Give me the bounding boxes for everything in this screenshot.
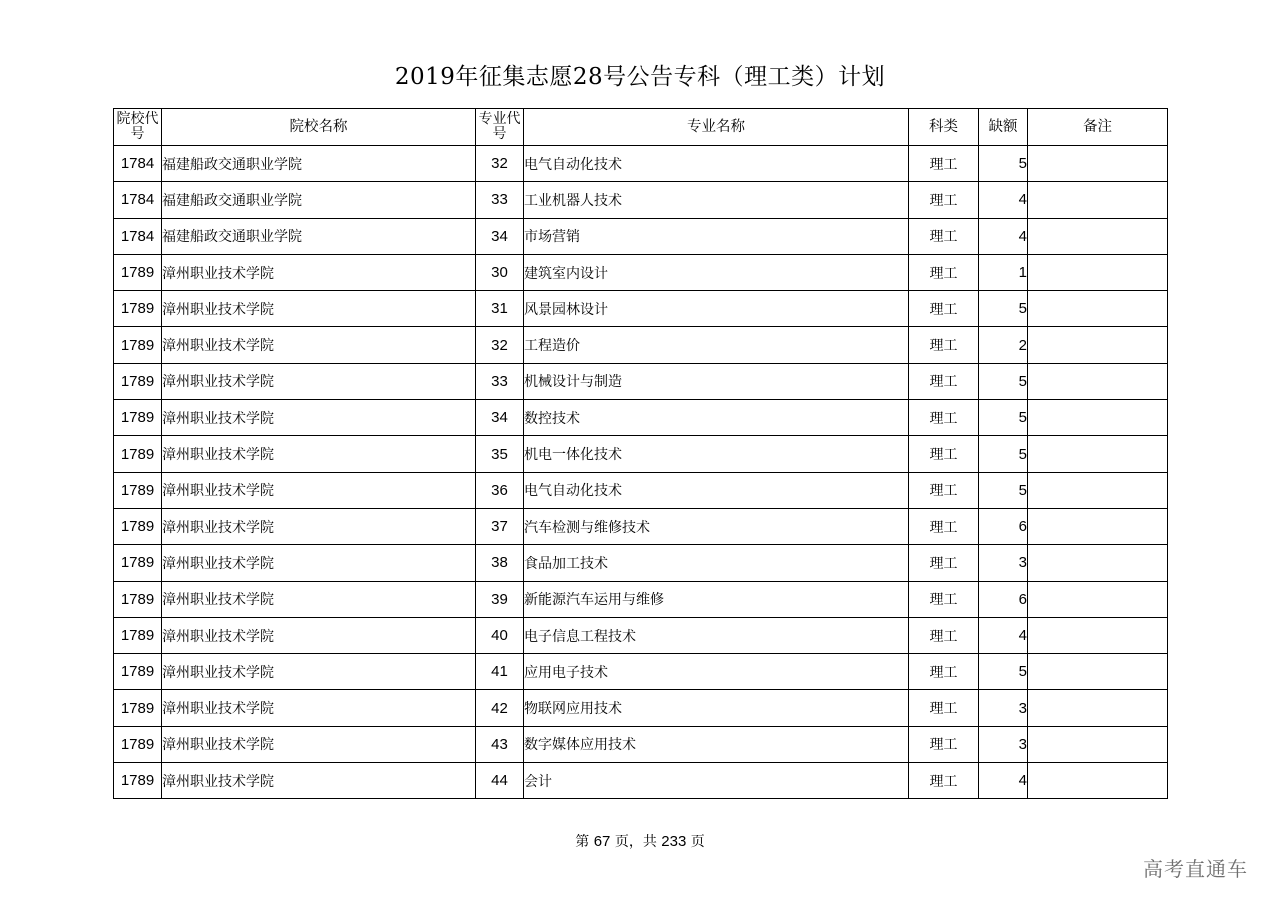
cell-major-code: 42 (476, 690, 524, 726)
cell-remarks (1028, 654, 1168, 690)
table-row (114, 363, 1168, 399)
cell-major-code: 40 (476, 617, 524, 653)
cell-category: 理工 (909, 182, 979, 218)
cell-major-code: 38 (476, 545, 524, 581)
cell-vacancy: 3 (979, 545, 1028, 581)
cell-vacancy: 4 (979, 763, 1028, 799)
cell-category: 理工 (909, 545, 979, 581)
table-row (114, 690, 1168, 726)
table-row (114, 763, 1168, 799)
table-header-row (114, 109, 1168, 146)
cell-major-code: 43 (476, 726, 524, 762)
cell-school-name: 漳州职业技术学院 (162, 690, 476, 726)
cell-major-code: 35 (476, 436, 524, 472)
cell-school-name: 漳州职业技术学院 (162, 291, 476, 327)
cell-category: 理工 (909, 254, 979, 290)
cell-major-name: 电子信息工程技术 (524, 617, 909, 653)
cell-school-code: 1789 (114, 617, 162, 653)
cell-major-name: 会计 (524, 763, 909, 799)
table-row (114, 617, 1168, 653)
table-row (114, 545, 1168, 581)
table-row (114, 327, 1168, 363)
table-row (114, 182, 1168, 218)
cell-category: 理工 (909, 508, 979, 544)
cell-school-name: 漳州职业技术学院 (162, 327, 476, 363)
cell-vacancy: 4 (979, 182, 1028, 218)
cell-category: 理工 (909, 291, 979, 327)
cell-school-name: 漳州职业技术学院 (162, 363, 476, 399)
cell-school-name: 漳州职业技术学院 (162, 581, 476, 617)
table-row (114, 508, 1168, 544)
cell-school-code: 1789 (114, 327, 162, 363)
cell-school-code: 1789 (114, 763, 162, 799)
cell-category: 理工 (909, 617, 979, 653)
cell-vacancy: 6 (979, 581, 1028, 617)
header-vacancy: 缺额 (979, 109, 1028, 146)
cell-category: 理工 (909, 763, 979, 799)
cell-school-code: 1789 (114, 291, 162, 327)
cell-remarks (1028, 327, 1168, 363)
cell-major-name: 风景园林设计 (524, 291, 909, 327)
cell-school-name: 漳州职业技术学院 (162, 617, 476, 653)
cell-major-name: 应用电子技术 (524, 654, 909, 690)
cell-remarks (1028, 291, 1168, 327)
cell-vacancy: 5 (979, 363, 1028, 399)
cell-school-code: 1789 (114, 254, 162, 290)
watermark: 高考直通车 (1143, 857, 1248, 881)
plan-table (113, 108, 1168, 799)
cell-major-name: 工业机器人技术 (524, 182, 909, 218)
cell-school-name: 漳州职业技术学院 (162, 545, 476, 581)
cell-category: 理工 (909, 218, 979, 254)
cell-school-name: 漳州职业技术学院 (162, 436, 476, 472)
cell-vacancy: 5 (979, 291, 1028, 327)
cell-category: 理工 (909, 654, 979, 690)
footer-total-pages: 233 (661, 833, 687, 850)
footer-middle: 页，共 (610, 834, 662, 850)
table-row (114, 254, 1168, 290)
table-row (114, 472, 1168, 508)
cell-vacancy: 4 (979, 617, 1028, 653)
cell-category: 理工 (909, 436, 979, 472)
header-school-name: 院校名称 (162, 109, 476, 146)
cell-major-name: 电气自动化技术 (524, 146, 909, 182)
footer-page-number: 67 (593, 833, 611, 850)
cell-school-name: 漳州职业技术学院 (162, 726, 476, 762)
table-body (114, 146, 1168, 799)
cell-school-code: 1789 (114, 363, 162, 399)
cell-category: 理工 (909, 472, 979, 508)
cell-school-name: 漳州职业技术学院 (162, 254, 476, 290)
cell-major-name: 电气自动化技术 (524, 472, 909, 508)
cell-remarks (1028, 400, 1168, 436)
cell-major-code: 41 (476, 654, 524, 690)
cell-school-name: 漳州职业技术学院 (162, 654, 476, 690)
cell-vacancy: 1 (979, 254, 1028, 290)
cell-category: 理工 (909, 726, 979, 762)
cell-vacancy: 5 (979, 472, 1028, 508)
table-row (114, 291, 1168, 327)
cell-major-code: 31 (476, 291, 524, 327)
cell-remarks (1028, 363, 1168, 399)
cell-school-code: 1789 (114, 400, 162, 436)
cell-major-name: 食品加工技术 (524, 545, 909, 581)
table-row (114, 218, 1168, 254)
table-row (114, 436, 1168, 472)
cell-school-name: 漳州职业技术学院 (162, 472, 476, 508)
cell-major-name: 建筑室内设计 (524, 254, 909, 290)
cell-vacancy: 5 (979, 654, 1028, 690)
cell-remarks (1028, 436, 1168, 472)
cell-major-code: 32 (476, 327, 524, 363)
cell-category: 理工 (909, 146, 979, 182)
cell-vacancy: 5 (979, 146, 1028, 182)
header-school-code: 院校代号 (114, 109, 162, 146)
cell-major-code: 34 (476, 400, 524, 436)
cell-vacancy: 2 (979, 327, 1028, 363)
cell-remarks (1028, 508, 1168, 544)
cell-school-code: 1789 (114, 472, 162, 508)
cell-school-code: 1789 (114, 436, 162, 472)
cell-remarks (1028, 617, 1168, 653)
cell-major-name: 市场营销 (524, 218, 909, 254)
cell-major-code: 32 (476, 146, 524, 182)
cell-school-code: 1789 (114, 726, 162, 762)
cell-major-name: 新能源汽车运用与维修 (524, 581, 909, 617)
cell-category: 理工 (909, 400, 979, 436)
table-row (114, 400, 1168, 436)
cell-category: 理工 (909, 690, 979, 726)
cell-vacancy: 6 (979, 508, 1028, 544)
page-footer (0, 831, 1280, 851)
cell-vacancy: 5 (979, 436, 1028, 472)
cell-school-code: 1789 (114, 690, 162, 726)
cell-remarks (1028, 690, 1168, 726)
cell-school-name: 漳州职业技术学院 (162, 508, 476, 544)
cell-remarks (1028, 726, 1168, 762)
cell-vacancy: 3 (979, 726, 1028, 762)
header-remarks: 备注 (1028, 109, 1168, 146)
cell-school-code: 1784 (114, 146, 162, 182)
cell-major-code: 36 (476, 472, 524, 508)
cell-vacancy: 5 (979, 400, 1028, 436)
cell-school-name: 漳州职业技术学院 (162, 400, 476, 436)
cell-major-code: 33 (476, 182, 524, 218)
cell-vacancy: 3 (979, 690, 1028, 726)
cell-major-name: 数控技术 (524, 400, 909, 436)
footer-prefix: 第 (575, 834, 594, 850)
cell-school-code: 1789 (114, 545, 162, 581)
cell-remarks (1028, 218, 1168, 254)
cell-category: 理工 (909, 581, 979, 617)
cell-major-name: 工程造价 (524, 327, 909, 363)
cell-major-name: 机电一体化技术 (524, 436, 909, 472)
cell-school-name: 福建船政交通职业学院 (162, 146, 476, 182)
cell-remarks (1028, 763, 1168, 799)
cell-school-code: 1789 (114, 654, 162, 690)
cell-major-code: 34 (476, 218, 524, 254)
cell-major-code: 37 (476, 508, 524, 544)
cell-major-name: 汽车检测与维修技术 (524, 508, 909, 544)
header-category: 科类 (909, 109, 979, 146)
cell-major-code: 44 (476, 763, 524, 799)
cell-major-name: 机械设计与制造 (524, 363, 909, 399)
cell-category: 理工 (909, 363, 979, 399)
cell-major-name: 物联网应用技术 (524, 690, 909, 726)
cell-major-name: 数字媒体应用技术 (524, 726, 909, 762)
table-row (114, 726, 1168, 762)
table-row (114, 581, 1168, 617)
cell-remarks (1028, 146, 1168, 182)
cell-major-code: 30 (476, 254, 524, 290)
cell-school-code: 1784 (114, 218, 162, 254)
cell-remarks (1028, 254, 1168, 290)
cell-school-name: 福建船政交通职业学院 (162, 182, 476, 218)
cell-major-code: 39 (476, 581, 524, 617)
cell-remarks (1028, 182, 1168, 218)
cell-major-code: 33 (476, 363, 524, 399)
cell-remarks (1028, 581, 1168, 617)
cell-school-name: 漳州职业技术学院 (162, 763, 476, 799)
table-row (114, 654, 1168, 690)
cell-remarks (1028, 545, 1168, 581)
cell-school-name: 福建船政交通职业学院 (162, 218, 476, 254)
cell-school-code: 1784 (114, 182, 162, 218)
cell-remarks (1028, 472, 1168, 508)
table-row (114, 146, 1168, 182)
header-major-code: 专业代号 (476, 109, 524, 146)
cell-school-code: 1789 (114, 581, 162, 617)
cell-school-code: 1789 (114, 508, 162, 544)
header-major-name: 专业名称 (524, 109, 909, 146)
cell-category: 理工 (909, 327, 979, 363)
page-title: 2019年征集志愿28号公告专科（理工类）计划 (394, 64, 886, 90)
cell-vacancy: 4 (979, 218, 1028, 254)
footer-suffix: 页 (686, 834, 705, 850)
